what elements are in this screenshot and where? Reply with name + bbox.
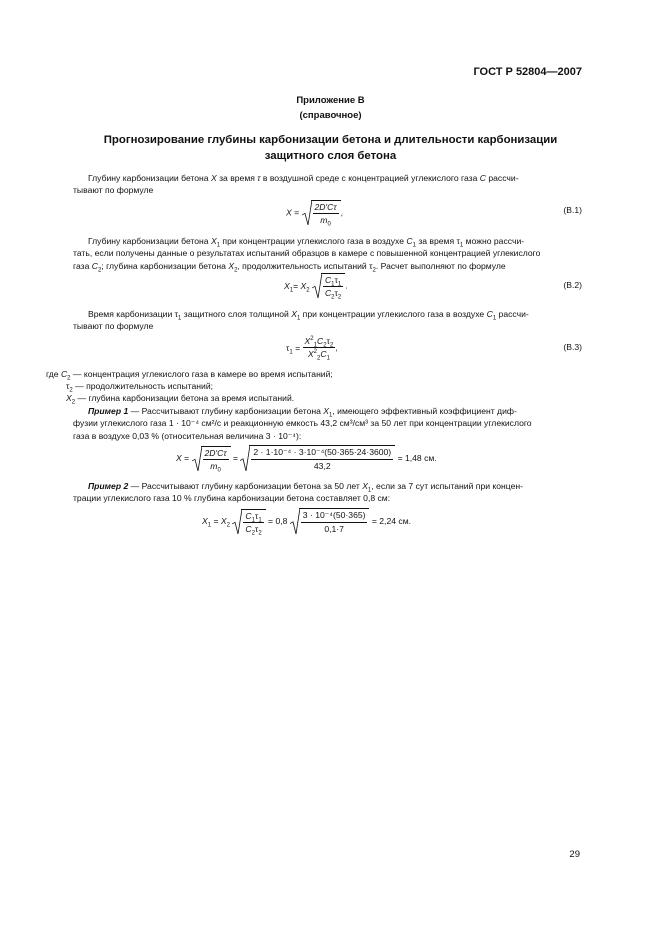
where-line-1: где $C_2$ — концентрация углекислого газа в камере во время испытаний; [46, 369, 333, 382]
page-number: 29 [569, 849, 580, 860]
example-1: Пример 1 — Рассчитывают глубину карбонизации бетона $X_1$, имеющего эффективный коэффициент диф- фузии углекислого газа 1 · 10⁻⁴ см²/с и реакционную емкость 43,2 см³/см³ за 50 лет при концентрации углекислого газа в воздухе 0,03 % (относительная величина 3 · 10⁻⁴): [73, 406, 532, 441]
paragraph-2: Глубину карбонизации бетона $X_1$ при концентрации углекислого газа в воздухе $C_1$ за время $\tau_1$ можно рассчи- тать, если получены данные о результатах испытаний образцов в камере с повышенной концентрацией углекислого газа $C_2$; глубина карбонизации бетона $X_2$, продолжительность испытаний $\tau_2$. Расчет выполняют по формуле [73, 236, 541, 274]
sqrt-sign: $\frac{C_1\tau_1}{C_2\tau_2}$ [312, 273, 345, 298]
equation-b3: $\tau_1$ = $\frac{X^2_1C_2\tau_2}{X^2_2C_1}$ , [286, 336, 338, 362]
equation-number-b3: (В.3) [563, 342, 582, 352]
paragraph-1: Глубину карбонизации бетона X за время τ в воздушной среде с концентрацией углекислого газа C рассчи- тывают по формуле [73, 173, 519, 196]
where-line-2: $\tau_2$ — продолжительность испытаний; [66, 381, 214, 394]
example-2-formula: $X_1 = X_2$ $\frac{C_1\tau_1}{C_2\tau_2}$ = 0,8 $\frac{\text{3 · 10⁻⁴(50·365)}}{0,1\cdot 7}$ = 2,24 см. [202, 510, 411, 537]
appendix-title [0, 132, 661, 164]
title-line-1: Прогнозирование глубины карбонизации бетона и длительности карбонизации [103, 134, 558, 146]
equation-number-b1: (В.1) [563, 205, 582, 215]
equation-number-b2: (В.2) [563, 280, 582, 290]
paragraph-3: Время карбонизации $\tau_1$ защитного слоя толщиной $X_1$ при концентрации углекислого газа в воздухе $C_1$ рассчи- тывают по формуле [73, 309, 529, 332]
title-line-2: защитного слоя бетона [264, 150, 397, 162]
example-2: Пример 2 — Рассчитывают глубину карбонизации бетона за 50 лет $X_1$, если за 7 сут испытаний при концен- трации углекислого газа 10 % глубина карбонизации бетона составляет 0,8 см: [73, 481, 524, 504]
appendix-label: Приложение В [296, 95, 365, 106]
document-code: ГОСТ Р 52804—2007 [473, 66, 582, 78]
equation-b1: X = $\frac{2D'C\tau}{m_0}$ , [286, 202, 343, 228]
sqrt-sign: $\frac{2D'C\tau}{m_0}$ [302, 200, 341, 225]
equation-b2: $X_1= X_2$ $\frac{C_1\tau_1}{C_2\tau_2}$ . [284, 275, 348, 301]
appendix-kind: (справочное) [299, 110, 362, 121]
example-1-formula: X = $\frac{2D'C\tau}{m_0}$ = $\frac{\text{2 · 1·10⁻⁴ · 3·10⁻⁴(50·365·24·3600)}}{43,2}$ = 1,48 см. [176, 447, 437, 474]
where-line-3: $X_2$ — глубина карбонизации бетона за время испытаний. [66, 393, 295, 406]
